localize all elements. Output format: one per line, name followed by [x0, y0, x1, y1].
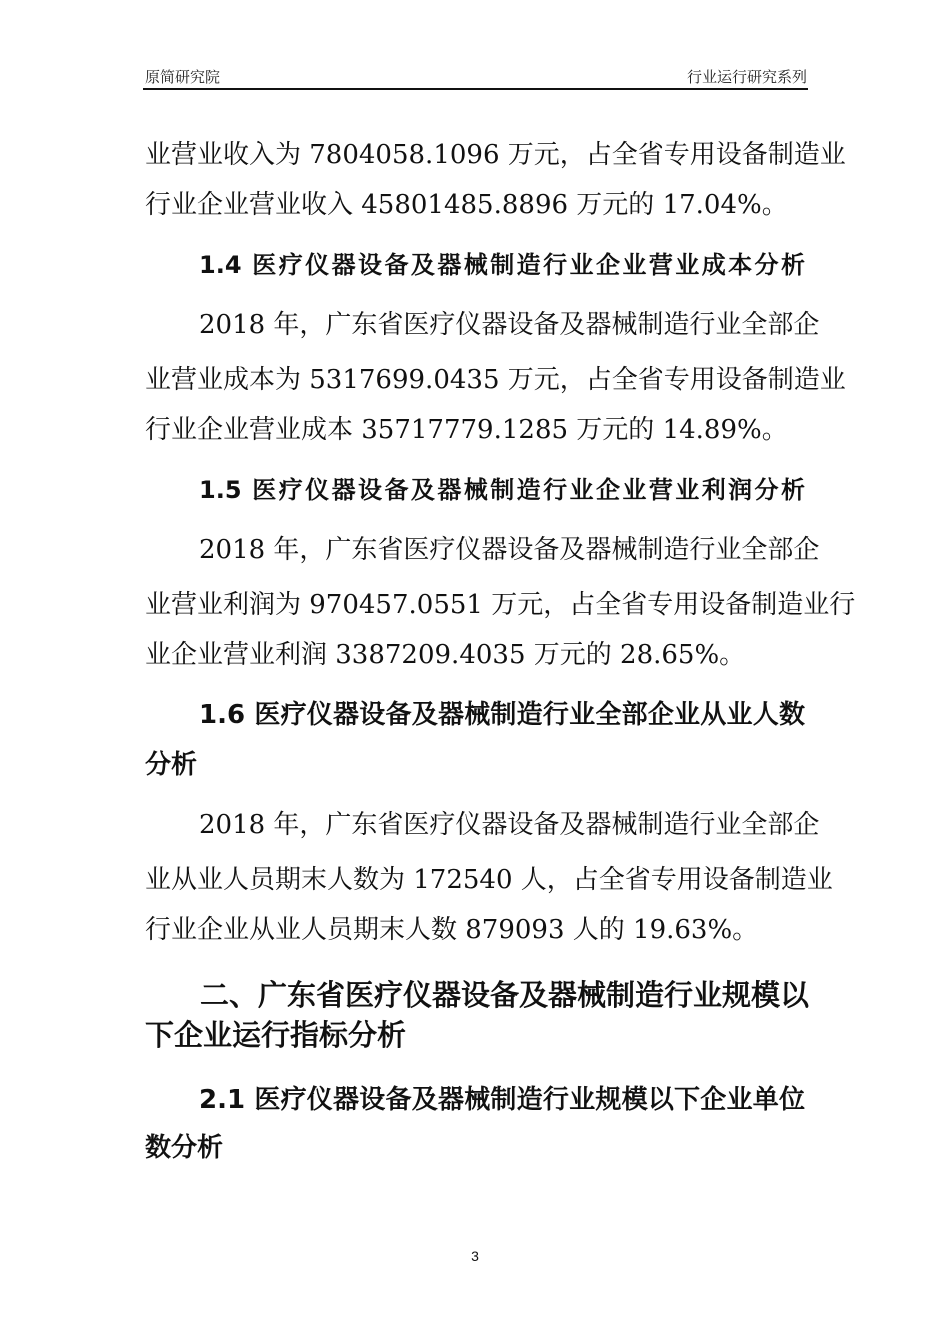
section-heading-1-5: 1.5 医疗仪器设备及器械制造行业企业营业利润分析	[199, 476, 805, 504]
section-heading-1-6: 1.6 医疗仪器设备及器械制造行业全部企业从业人数	[199, 700, 805, 730]
section-heading-2-1-cont: 数分析	[145, 1133, 224, 1163]
body-line: 业营业收入为 7804058.1096 万元，占全省专用设备制造业	[145, 140, 846, 170]
chapter-heading-2: 二、广东省医疗仪器设备及器械制造行业规模以	[200, 978, 810, 1012]
section-heading-2-1: 2.1 医疗仪器设备及器械制造行业规模以下企业单位	[199, 1085, 805, 1115]
header-right: 行业运行研究系列	[686, 69, 807, 86]
body-line: 业从业人员期末人数为 172540 人，占全省专用设备制造业	[145, 865, 833, 895]
header-left: 原简研究院	[145, 69, 221, 86]
body-line: 行业企业营业成本 35717779.1285 万元的 14.89%。	[145, 415, 788, 445]
body-line: 2018 年，广东省医疗仪器设备及器械制造行业全部企	[199, 310, 820, 340]
header-rule	[143, 88, 808, 90]
body-line: 行业企业营业收入 45801485.8896 万元的 17.04%。	[145, 190, 788, 220]
body-line: 行业企业从业人员期末人数 879093 人的 19.63%。	[145, 915, 759, 945]
body-line: 业企业营业利润 3387209.4035 万元的 28.65%。	[145, 640, 746, 670]
body-line: 业营业成本为 5317699.0435 万元，占全省专用设备制造业	[145, 365, 846, 395]
body-line: 业营业利润为 970457.0551 万元，占全省专用设备制造业行	[145, 590, 856, 620]
chapter-heading-2-cont: 下企业运行指标分析	[145, 1018, 407, 1052]
body-line: 2018 年，广东省医疗仪器设备及器械制造行业全部企	[199, 535, 820, 565]
section-heading-1-6-cont: 分析	[145, 750, 198, 780]
body-line: 2018 年，广东省医疗仪器设备及器械制造行业全部企	[199, 810, 820, 840]
page-number: 3	[471, 1248, 479, 1264]
section-heading-1-4: 1.4 医疗仪器设备及器械制造行业企业营业成本分析	[199, 251, 805, 279]
